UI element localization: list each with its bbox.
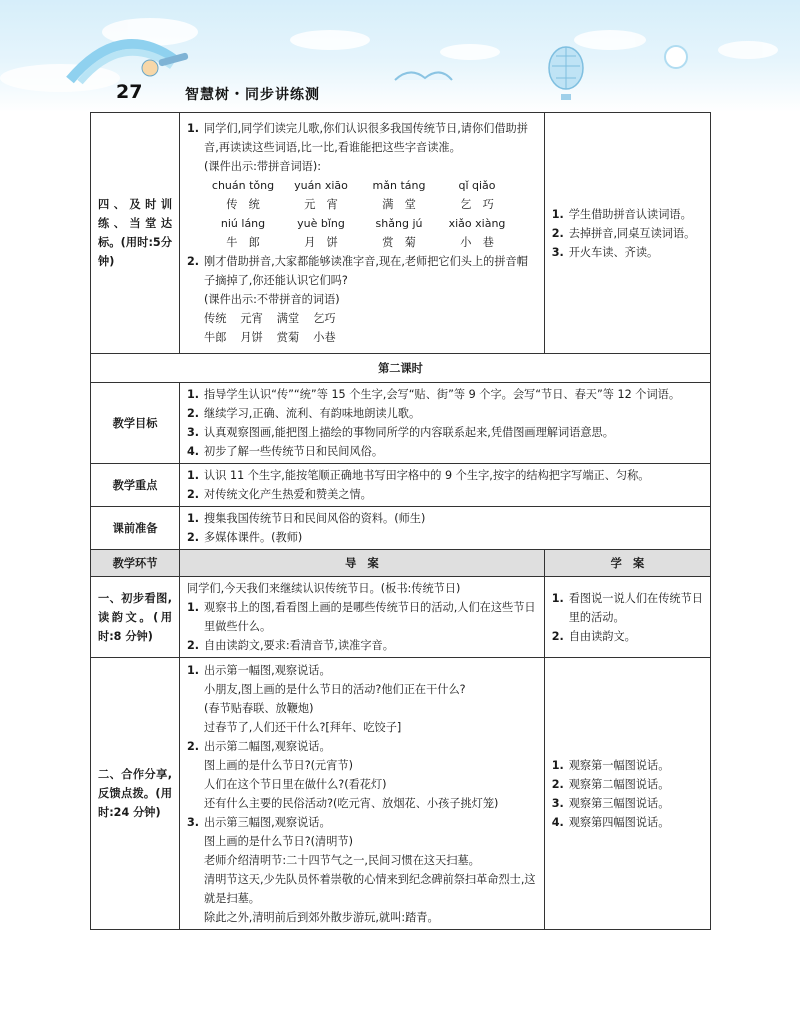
goal-item: 初步了解一些传统节日和民间风俗。 xyxy=(204,445,384,458)
guide-item-2: 刚才借助拼音,大家都能够读准字音,现在,老师把它们头上的拼音帽子摘掉了,你还能认识它们吗? xyxy=(204,255,528,287)
guide-note-2: (课件出示:不带拼音的词语) xyxy=(204,293,340,306)
prep-item: 搜集我国传统节日和民间风俗的资料。(师生) xyxy=(204,512,426,525)
section-four-label: 四、及时训练、当堂达标。(用时:5分钟) xyxy=(91,113,180,354)
guide-item-1: 同学们,同学们读完儿歌,你们认识很多我国传统节日,请你们借助拼音,再读读这些词语,比一比,看谁能把这些字音读准。 xyxy=(204,122,528,154)
second-lesson-title: 第二课时 xyxy=(91,354,711,383)
guide-item: 观察书上的图,看看图上画的是哪些传统节日的活动,人们在这些节日里做些什么。 xyxy=(204,601,536,633)
hanzi-word: 元 宵 xyxy=(304,198,338,211)
key-points-content: 1. 认识 11 个生字,能按笔顺正确地书写田字格中的 9 个生字,按字的结构把字写端正、匀称。 2. 对传统文化产生热爱和赞美之情。 xyxy=(180,464,711,507)
guide-line: 人们在这个节日里在做什么?(看花灯) xyxy=(204,778,387,791)
study-item: 看图说一说人们在传统节日里的活动。 xyxy=(568,591,703,624)
words-row-2 xyxy=(187,328,537,347)
lesson-plan-table xyxy=(90,112,711,930)
pinyin: xiǎo xiàng xyxy=(448,217,506,230)
page-number: 27 xyxy=(116,81,143,103)
guide-step-title: 出示第二幅图,观察说话。 xyxy=(204,740,331,753)
section-two-guide: 1. 出示第一幅图,观察说话。 小朋友,图上画的是什么节日的活动?他们正在干什么? (春节贴春联、放鞭炮) 过春节了,人们还干什么?[拜年、吃饺子] 2. 出示第二幅图,观察说话。 图上画的是什么节日?(元宵节) 人们在这个节日里在做什么?(看花灯) 还有什么主要的民俗活动?(吃元宵、放烟花、小孩子挑灯笼) 3. 出示第三幅图,观察说话。 图上画的是什么节日?(清明节) 老师介绍清明节:二十四节气之一,民间习惯在这天扫墓。 清明节这天,少先队员怀着崇敬的心情来到纪念碑前祭扫革命烈士,这就是扫墓。 除此之外,清明前后到郊外散步游玩,就叫:踏青。 xyxy=(180,658,545,930)
study-item: 观察第四幅图说话。 xyxy=(568,815,670,829)
pinyin: yuán xiāo xyxy=(294,179,348,192)
section-two-row xyxy=(91,658,711,930)
words-row-1 xyxy=(187,309,537,328)
study-item: 观察第三幅图说话。 xyxy=(568,796,670,810)
column-header-guide: 导 案 xyxy=(180,550,545,577)
goals-label: 教学目标 xyxy=(91,383,180,464)
word: 元宵 xyxy=(240,312,263,325)
pinyin-row-1 xyxy=(187,176,537,195)
study-item: 观察第一幅图说话。 xyxy=(568,758,670,772)
guide-item: 自由读韵文,要求:看清音节,读准字音。 xyxy=(204,639,394,652)
key-points-label: 教学重点 xyxy=(91,464,180,507)
word: 乞巧 xyxy=(313,312,336,325)
hanzi-word: 传 统 xyxy=(226,198,260,211)
hanzi-word: 小 巷 xyxy=(460,236,494,249)
section-one-intro: 同学们,今天我们来继续认识传统节日。(板书:传统节日) xyxy=(187,582,461,595)
section-one-row xyxy=(91,577,711,658)
key-point-item: 认识 11 个生字,能按笔顺正确地书写田字格中的 9 个生字,按字的结构把字写端正、匀称。 xyxy=(204,469,650,482)
goals-content: 1. 指导学生认识“传”“统”等 15 个生字,会写“贴、街”等 9 个字。会写“节日、春天”等 12 个词语。 2. 继续学习,正确、流利、有韵味地朗读儿歌。 3. 认真观察图画,能把图上描绘的事物同所学的内容联系起来,凭借图画理解词语意思。 4. 初步了解一些传统节日和民间风俗。 xyxy=(180,383,711,464)
hanzi-word: 乞 巧 xyxy=(460,198,494,211)
pinyin-row-2 xyxy=(187,214,537,233)
key-points-row xyxy=(91,464,711,507)
column-header-stage: 教学环节 xyxy=(91,550,180,577)
prep-row xyxy=(91,507,711,550)
column-header-row xyxy=(91,550,711,577)
section-one-guide: 同学们,今天我们来继续认识传统节日。(板书:传统节日) 1. 观察书上的图,看看图上画的是哪些传统节日的活动,人们在这些节日里做些什么。 2. 自由读韵文,要求:看清音节,读准字音。 xyxy=(180,577,545,658)
section-one-label: 一、初步看图,读韵文。(用时:8 分钟) xyxy=(91,577,180,658)
word: 传统 xyxy=(204,312,227,325)
series-title: 智慧树・同步讲练测 xyxy=(185,87,320,103)
study-item: 开火车读、齐读。 xyxy=(568,245,659,259)
guide-line: 过春节了,人们还干什么?[拜年、吃饺子] xyxy=(204,721,402,734)
goals-row xyxy=(91,383,711,464)
goal-item: 认真观察图画,能把图上描绘的事物同所学的内容联系起来,凭借图画理解词语意思。 xyxy=(204,426,614,439)
prep-label: 课前准备 xyxy=(91,507,180,550)
guide-note-1: (课件出示:带拼音词语): xyxy=(204,160,321,173)
section-four-study: 1. 学生借助拼音认读词语。 2. 去掉拼音,同桌互读词语。 3. 开火车读、齐读。 xyxy=(544,113,710,354)
hanzi-word: 赏 菊 xyxy=(382,236,416,249)
section-four-row xyxy=(91,113,711,354)
word: 赏菊 xyxy=(276,331,300,344)
guide-step-title: 出示第三幅图,观察说话。 xyxy=(204,816,331,829)
study-item: 观察第二幅图说话。 xyxy=(568,777,670,791)
study-item: 自由读韵文。 xyxy=(568,629,636,643)
goal-item: 继续学习,正确、流利、有韵味地朗读儿歌。 xyxy=(204,407,421,420)
guide-line: 还有什么主要的民俗活动?(吃元宵、放烟花、小孩子挑灯笼) xyxy=(204,797,499,810)
guide-step-title: 出示第一幅图,观察说话。 xyxy=(204,664,331,677)
guide-line: 图上画的是什么节日?(元宵节) xyxy=(204,759,353,772)
second-lesson-row xyxy=(91,354,711,383)
pinyin: chuán tǒng xyxy=(211,179,275,192)
hanzi-row-1 xyxy=(187,195,537,214)
word: 小巷 xyxy=(313,331,336,344)
pinyin: niú láng xyxy=(220,217,266,230)
guide-line: 小朋友,图上画的是什么节日的活动?他们正在干什么? xyxy=(204,683,466,696)
prep-item: 多媒体课件。(教师) xyxy=(204,531,303,544)
pinyin: yuè bǐng xyxy=(297,217,345,230)
section-two-label: 二、合作分享,反馈点拨。(用时:24 分钟) xyxy=(91,658,180,930)
pinyin: mǎn táng xyxy=(372,179,426,192)
pinyin: qǐ qiǎo xyxy=(458,179,496,192)
column-header-study: 学 案 xyxy=(544,550,710,577)
key-point-item: 对传统文化产生热爱和赞美之情。 xyxy=(204,488,372,501)
hanzi-word: 满 堂 xyxy=(382,198,416,211)
hanzi-row-2 xyxy=(187,233,537,252)
section-one-study: 1. 看图说一说人们在传统节日里的活动。 2. 自由读韵文。 xyxy=(544,577,710,658)
hanzi-word: 月 饼 xyxy=(304,236,338,249)
guide-line: 清明节这天,少先队员怀着崇敬的心情来到纪念碑前祭扫革命烈士,这就是扫墓。 xyxy=(204,873,536,905)
guide-line: 除此之外,清明前后到郊外散步游玩,就叫:踏青。 xyxy=(204,911,439,924)
guide-line: 图上画的是什么节日?(清明节) xyxy=(204,835,353,848)
page-header xyxy=(0,0,800,112)
prep-content: 1. 搜集我国传统节日和民间风俗的资料。(师生) 2. 多媒体课件。(教师) xyxy=(180,507,711,550)
study-item: 学生借助拼音认读词语。 xyxy=(568,207,692,221)
word: 月饼 xyxy=(240,331,263,344)
study-item: 去掉拼音,同桌互读词语。 xyxy=(568,226,696,240)
word: 牛郎 xyxy=(204,331,227,344)
section-four-guide: 1. 同学们,同学们读完儿歌,你们认识很多我国传统节日,请你们借助拼音,再读读这些词语,比一比,看谁能把这些字音读准。 (课件出示:带拼音词语): chuán tǒng yuán xiāo mǎn táng qǐ qiǎo 传 统 元 宵 满 堂 乞 巧 niú láng yuè bǐng shǎng jú xiǎo xiàng 牛 郎 月 饼 赏 菊 小 巷 2. 刚才借助拼音,大家都能够读准字音,现在,老师把它们头上的拼音帽子摘掉了,你还能认识它们吗? (课件出示:不带拼音的词语) 传统 元宵 满堂 乞巧 牛郎 月饼 赏菊 小巷 xyxy=(180,113,545,354)
pinyin: shǎng jú xyxy=(375,217,423,230)
hanzi-word: 牛 郎 xyxy=(226,236,260,249)
section-two-study: 1. 观察第一幅图说话。 2. 观察第二幅图说话。 3. 观察第三幅图说话。 4. 观察第四幅图说话。 xyxy=(544,658,710,930)
guide-line: (春节贴春联、放鞭炮) xyxy=(204,702,314,715)
guide-line: 老师介绍清明节:二十四节气之一,民间习惯在这天扫墓。 xyxy=(204,854,480,867)
word: 满堂 xyxy=(276,312,300,325)
goal-item: 指导学生认识“传”“统”等 15 个生字,会写“贴、街”等 9 个字。会写“节日、春天”等 12 个词语。 xyxy=(204,388,681,401)
